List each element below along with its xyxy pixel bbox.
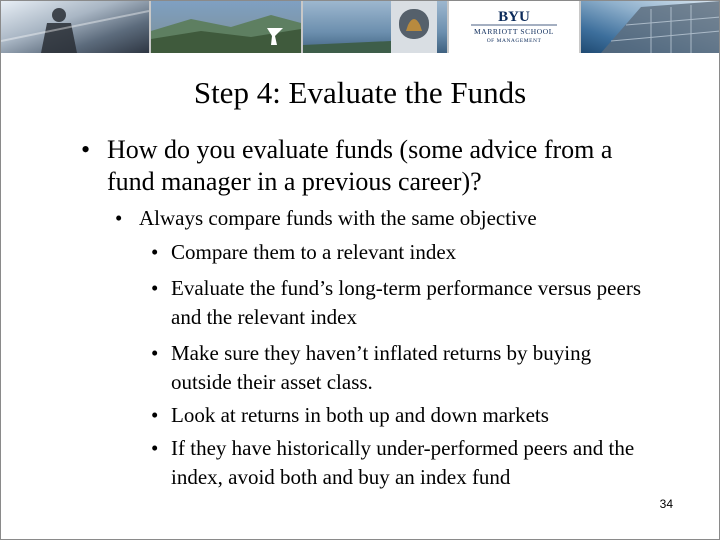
bullet-dot: • [115, 206, 123, 230]
bullet-dot: • [151, 276, 159, 300]
bullet-level2 [115, 204, 655, 232]
slide-title: Step 4: Evaluate the Funds [193, 75, 527, 110]
mountain-y-photo [151, 1, 301, 53]
bullet-level3 [151, 339, 651, 397]
bullet-level3 [151, 274, 651, 332]
bullet-level3 [151, 434, 651, 492]
bullet-text: Always compare funds with the same objective [139, 206, 537, 230]
bullet-text: Evaluate the fund’s long-term performance versus peers and the relevant index [171, 276, 641, 329]
building-photo [581, 1, 719, 53]
bullet-text: Make sure they haven’t inflated returns by buying outside their asset class. [171, 341, 592, 394]
bullet-dot: • [151, 403, 159, 427]
byu-logo-graphic [449, 1, 579, 53]
bullet-dot: • [151, 436, 159, 460]
byu-logo [449, 1, 579, 53]
bullet-level3 [151, 238, 651, 267]
bell-tower-photo [303, 1, 447, 53]
bullet-dot: • [151, 240, 159, 264]
bullet-text: How do you evaluate funds (some advice from a fund manager in a previous career)? [107, 135, 613, 196]
header-banner [1, 1, 719, 53]
svg-text:BYU: BYU [498, 9, 530, 25]
bullet-level3 [151, 401, 651, 430]
bullet-dot: • [151, 341, 159, 365]
svg-text:OF MANAGEMENT: OF MANAGEMENT [486, 38, 542, 44]
statue-photo [1, 1, 149, 53]
bullet-text: Look at returns in both up and down markets [171, 403, 549, 427]
svg-text:MARRIOTT SCHOOL: MARRIOTT SCHOOL [474, 27, 554, 36]
bullet-text: Compare them to a relevant index [171, 240, 457, 264]
bullet-dot: • [81, 135, 91, 164]
bullet-text: If they have historically under-performed peers and the index, avoid both and buy an index fund [171, 436, 635, 489]
bullet-level1 [81, 134, 661, 198]
page-number: 34 [659, 497, 673, 511]
